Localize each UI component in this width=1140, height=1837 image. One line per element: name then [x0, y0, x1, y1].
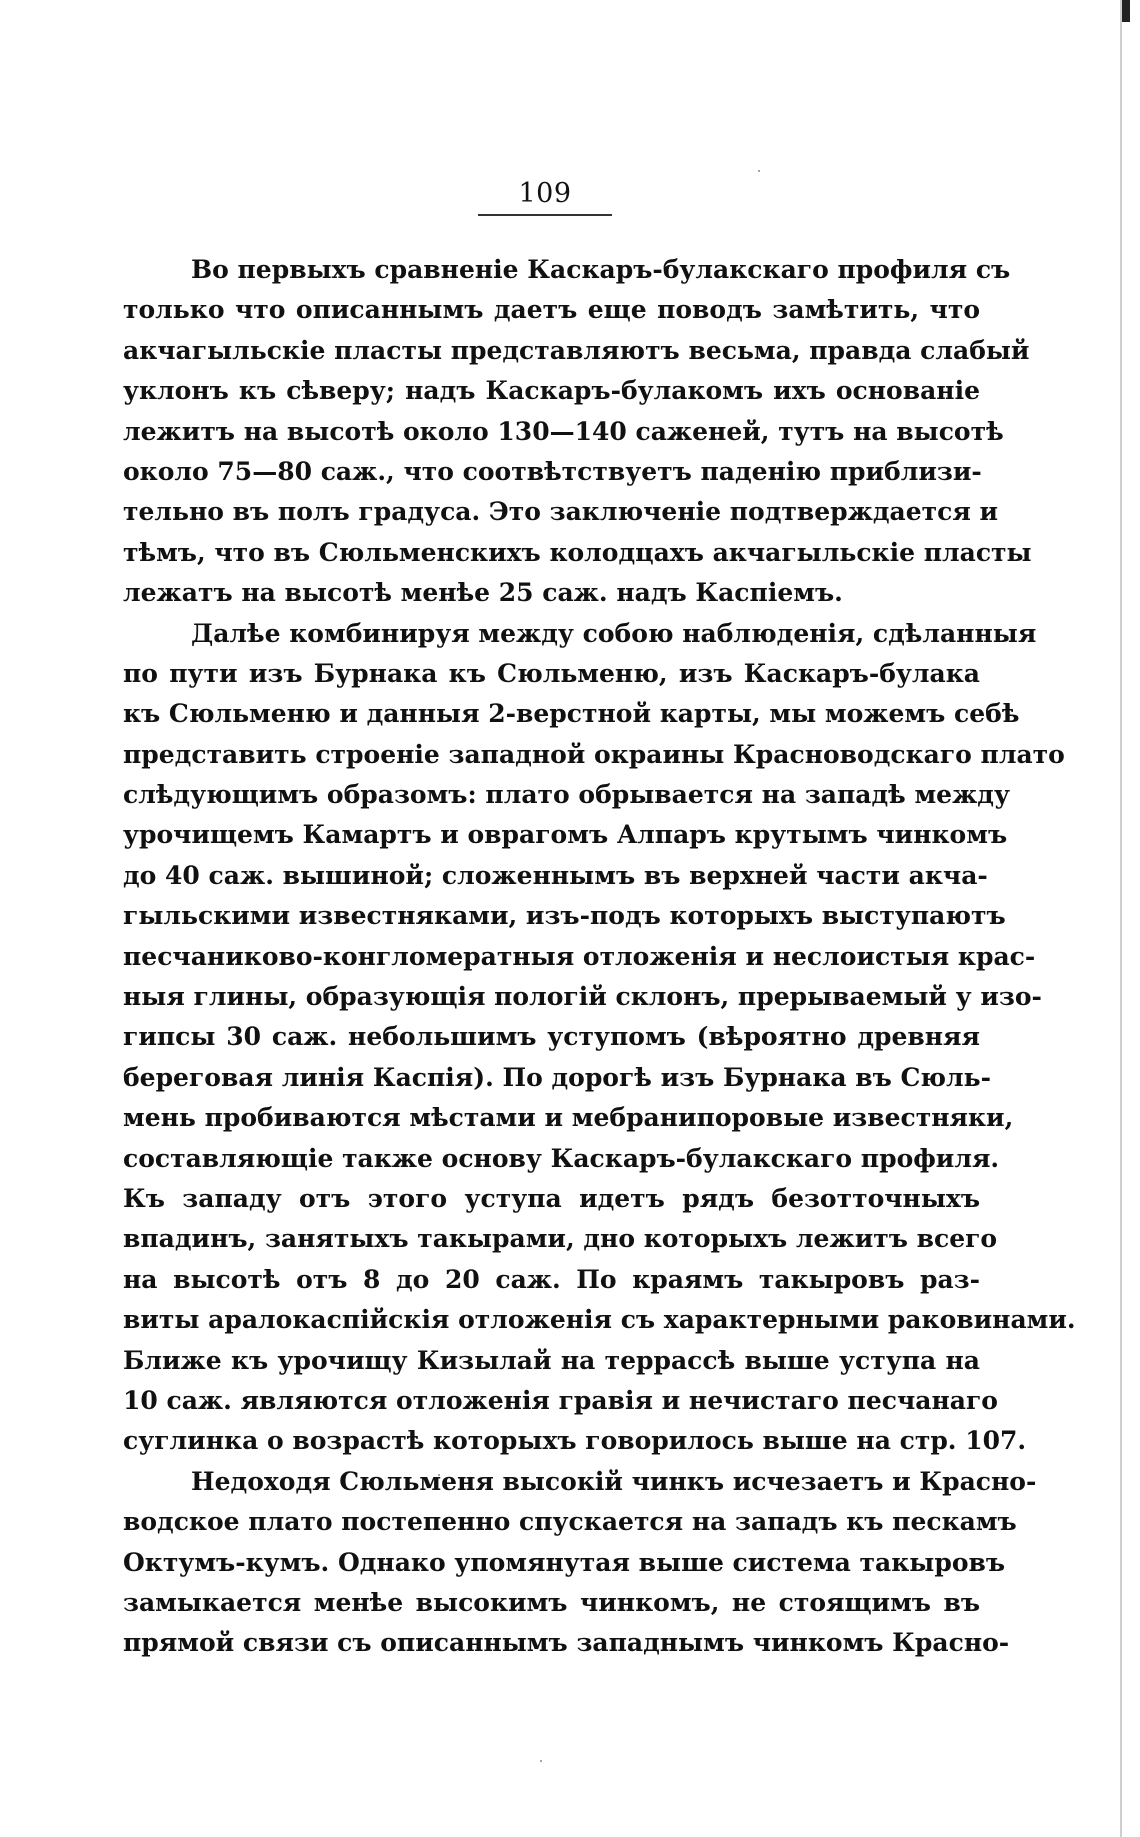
text-line: береговая линія Каспія). По дорогѣ изъ Бурнака въ Сюль-	[123, 1062, 992, 1092]
page-number-rule	[478, 214, 612, 216]
paragraph	[123, 1462, 1037, 1664]
text-line: гыльскими известняками, изъ-подъ которыхъ выступаютъ	[123, 901, 1006, 931]
text-line: на высотѣ отъ 8 до 20 саж. По краямъ такыровъ раз-	[123, 1264, 980, 1294]
text-line: только что описаннымъ даетъ еще поводъ замѣтить, что	[123, 295, 980, 325]
scan-edge-line	[1120, 0, 1122, 1837]
text-line: около 75—80 саж., что соотвѣтствуетъ паденію приблизи-	[123, 456, 982, 486]
text-line: водское плато постепенно спускается на западъ къ пескамъ	[123, 1507, 1017, 1537]
scan-edge-mark	[1122, 0, 1130, 22]
scan-speck	[540, 1760, 542, 1762]
text-line: акчагыльскіе пласты представляютъ весьма, правда слабый	[123, 335, 1030, 365]
text-line: Октумъ-кумъ. Однако упомянутая выше система такыровъ	[123, 1547, 1006, 1577]
text-line: уклонъ къ сѣверу; надъ Каскаръ-булакомъ ихъ основаніе	[123, 376, 980, 406]
text-line: лежитъ на высотѣ около 130—140 саженей, тутъ на высотѣ	[123, 416, 1004, 446]
text-line: виты аралокаспійскія отложенія съ характерными раковинами.	[123, 1305, 1076, 1335]
text-line: представить строеніе западной окраины Красноводскаго плато	[123, 739, 1065, 769]
text-line: по пути изъ Бурнака къ Сюльменю, изъ Каскаръ-булака	[123, 658, 980, 688]
scan-speck	[758, 170, 760, 172]
text-line: песчаниково-конгломератныя отложенія и неслоистыя крас-	[123, 941, 1036, 971]
text-line: тельно въ полъ градуса. Это заключеніе подтверждается и	[123, 497, 999, 527]
text-line: замыкается менѣе высокимъ чинкомъ, не стоящимъ въ	[123, 1587, 980, 1617]
text-line: Во первыхъ сравненіе Каскаръ-булакскаго профиля съ	[191, 255, 1011, 284]
page-number: 109	[518, 178, 572, 209]
text-line: Ближе къ урочищу Кизылай на террассѣ выше уступа на	[123, 1345, 980, 1375]
text-line: лежатъ на высотѣ менѣе 25 саж. надъ Каспіемъ.	[123, 578, 843, 608]
text-line: прямой связи съ описаннымъ западнымъ чинкомъ Красно-	[123, 1628, 1010, 1658]
text-line: впадинъ, занятыхъ такырами, дно которыхъ лежитъ всего	[123, 1224, 998, 1254]
paragraph	[123, 614, 1076, 1462]
text-line: Къ западу отъ этого уступа идетъ рядъ безотточныхъ	[123, 1183, 980, 1213]
text-line: до 40 саж. вышиной; сложеннымъ въ верхней части акча-	[123, 860, 988, 890]
text-line: составляющіе также основу Каскаръ-булакскаго профиля.	[123, 1143, 1000, 1173]
text-line: слѣдующимъ образомъ: плато обрывается на западѣ между	[123, 780, 1010, 810]
text-line: урочищемъ Камартъ и оврагомъ Алпаръ крутымъ чинкомъ	[123, 820, 1008, 850]
text-line: гипсы 30 саж. небольшимъ уступомъ (вѣроятно древняя	[123, 1022, 980, 1052]
text-line: къ Сюльменю и данныя 2-верстной карты, мы можемъ себѣ	[123, 699, 1020, 729]
text-line: тѣмъ, что въ Сюльменскихъ колодцахъ акчагыльскіе пласты	[123, 537, 1032, 567]
paragraph	[123, 250, 1032, 614]
text-line: 10 саж. являются отложенія гравія и нечистаго песчанаго	[123, 1385, 998, 1415]
text-line: мень пробиваются мѣстами и мебранипоровые известняки,	[123, 1103, 1014, 1133]
text-line: суглинка о возрастѣ которыхъ говорилось выше на стр. 107.	[123, 1426, 1027, 1456]
text-line: Далѣе комбинируя между собою наблюденія, сдѣланныя	[191, 618, 1037, 648]
body-text	[123, 250, 1076, 1664]
text-line: Недоходя Сюльменя высокій чинкъ исчезаетъ и Красно-	[191, 1466, 1037, 1496]
text-line: ныя глины, образующія пологій склонъ, прерываемый у изо-	[123, 982, 1042, 1012]
